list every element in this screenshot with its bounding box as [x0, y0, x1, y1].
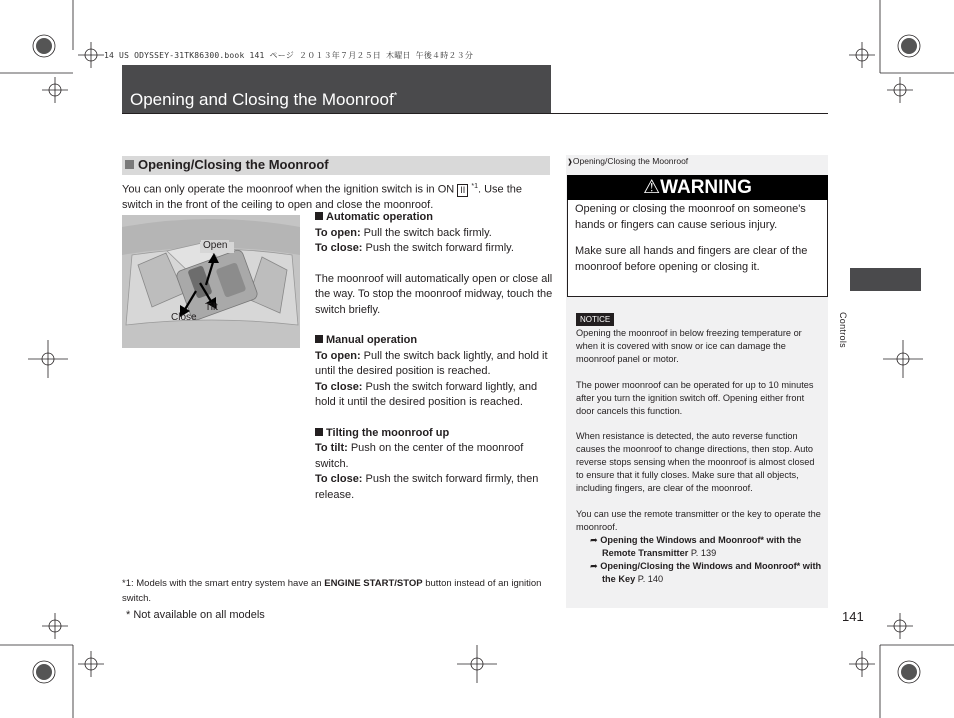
manual-open: To open: Pull the switch back lightly, and hold it until the desired position is reached. — [315, 349, 548, 377]
square-bullet-icon — [315, 212, 323, 220]
tilt-close: To close: Push the switch forward firmly, then release. — [315, 473, 539, 501]
xref-arrow-icon: ➦ — [590, 534, 601, 545]
sidebar-notes — [576, 327, 822, 585]
print-header: 14 US ODYSSEY-31TK86300.book 141 ページ ２０１３年７月２５日 木曜日 午後４時２３分 — [104, 51, 474, 60]
page-title: Opening and Closing the Moonroof* — [130, 90, 398, 109]
warning-text — [575, 201, 825, 275]
sidebar-paragraph-4: You can use the remote transmitter or the key to operate the moonroof. — [576, 508, 821, 532]
xref-key[interactable]: ➦ Opening/Closing the Windows and Moonroof* with the Key P. 140 — [590, 560, 822, 584]
tilt-up: To tilt: Push on the center of the moonroof switch. — [315, 442, 524, 470]
sidebar-paragraph-3: When resistance is detected, the auto reverse function causes the moonroof to change directions, then stop. Auto reverse stops sensing when the moonroof is almost closed to ensure that it fully closes. Make sure that all objects, including fingers, are clear of the moonroof. — [576, 431, 815, 494]
section-title: Opening/Closing the Moonroof — [138, 157, 329, 172]
intro-paragraph: You can only operate the moonroof when the ignition switch is in ON II $^{*1}$. Use the switch in the front of the ceiling to open and close the moonroof. — [122, 183, 523, 212]
sidebar-reference: ❱Opening/Closing the Moonroof — [567, 156, 689, 166]
label-open: Open — [203, 240, 228, 251]
label-tilt: Tilt — [205, 302, 218, 313]
auto-open: To open: Pull the switch back firmly. — [315, 226, 492, 239]
title-rule — [122, 113, 828, 114]
notice-text: Opening the moonroof in below freezing temperature or when it is covered with snow or ice can damage the moonroof panel or motor. — [576, 328, 802, 364]
section-square-icon — [125, 160, 134, 169]
moonroof-switch-image — [122, 215, 300, 348]
xref-arrow-icon: ➦ — [590, 560, 601, 571]
square-bullet-icon — [315, 428, 323, 436]
label-close: Close — [171, 312, 197, 323]
chevron-right-icon: ❱ — [567, 159, 573, 166]
ignition-key-symbol: II — [457, 184, 468, 197]
sidebar-paragraph-2: The power moonroof can be operated for up to 10 minutes after you turn the ignition switch off. Opening either front door cancels this function. — [576, 379, 814, 416]
chapter-tab — [850, 268, 921, 291]
manual-close: To close: Push the switch forward lightly, and hold it until the desired position is reached. — [315, 380, 538, 408]
square-bullet-icon — [315, 335, 323, 343]
footnote: *1: Models with the smart entry system have an ENGINE START/STOP button instead of an ignition switch. — [122, 578, 542, 604]
warning-triangle-icon: ⚠ — [643, 177, 661, 198]
auto-close: To close: Push the switch forward firmly. — [315, 242, 514, 254]
page-number: 141 — [842, 609, 864, 624]
auto-heading: Automatic operation — [315, 210, 555, 226]
xref-remote-transmitter[interactable]: ➦ Opening the Windows and Moonroof* with the Remote Transmitter P. 139 — [590, 534, 802, 558]
warning-header: ⚠WARNING — [567, 175, 828, 200]
footnote-ref: *1 — [471, 183, 478, 190]
warning-paragraph-2: Make sure all hands and fingers are clear of the moonroof before opening or closing it. — [575, 245, 808, 273]
notice-badge: NOTICE — [576, 313, 614, 326]
tilt-heading: Tilting the moonroof up — [315, 426, 555, 442]
warning-paragraph-1: Opening or closing the moonroof on someone's hands or fingers can cause serious injury. — [575, 203, 806, 231]
chapter-tab-label: Controls — [838, 312, 848, 348]
auto-description: The moonroof will automatically open or close all the way. To stop the moonroof midway, touch the switch briefly. — [315, 272, 553, 316]
moonroof-switch-illustration — [122, 215, 300, 348]
title-asterisk: * — [393, 90, 398, 101]
availability-note: * Not available on all models — [126, 609, 265, 621]
manual-heading: Manual operation — [315, 333, 555, 349]
operation-instructions — [315, 210, 555, 503]
